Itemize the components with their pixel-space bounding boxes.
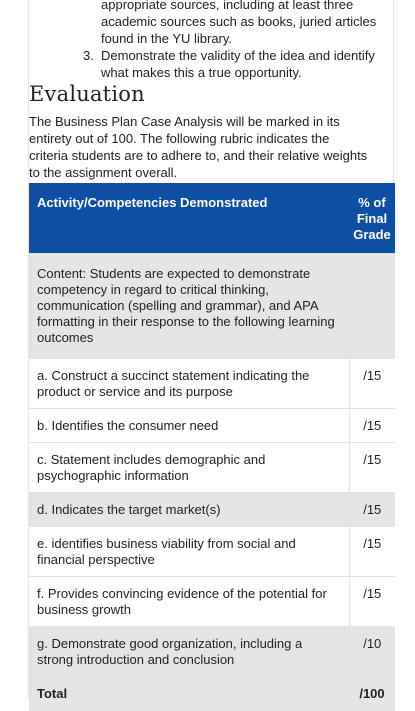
list-line: found in the YU library. <box>101 30 381 47</box>
list-line: appropriate sources, including at least three <box>101 0 381 13</box>
header-activity: Activity/Competencies Demonstrated <box>29 183 349 254</box>
table-header-row <box>29 183 395 254</box>
criterion-mark: /15 <box>349 359 395 409</box>
table-row <box>29 577 395 627</box>
total-label: Total <box>29 677 349 711</box>
header-pct: % of Final Grade <box>349 183 395 254</box>
table-row <box>29 254 395 359</box>
list-number: 3. <box>83 47 94 64</box>
total-mark: /100 <box>349 677 395 711</box>
criterion-text: f. Provides convincing evidence of the potential for business growth <box>29 577 349 627</box>
criterion-text: e. identifies business viability from social and financial perspective <box>29 527 349 577</box>
criterion-text: b. Identifies the consumer need <box>29 409 349 443</box>
list-item <box>29 47 395 81</box>
criterion-text: a. Construct a succinct statement indicating the product or service and its purpose <box>29 359 349 409</box>
table-row <box>29 409 395 443</box>
list-line: Demonstrate the validity of the idea and identify <box>101 47 381 64</box>
table-row <box>29 443 395 493</box>
criterion-text: c. Statement includes demographic and psychographic information <box>29 443 349 493</box>
total-row <box>29 677 395 711</box>
table-row <box>29 493 395 527</box>
list-item <box>29 0 395 47</box>
criterion-mark: /15 <box>349 409 395 443</box>
content-mark <box>349 254 395 359</box>
section-intro: The Business Plan Case Analysis will be marked in its entirety out of 100. The following rubric indicates the criteria students are to adhere to, and their relative weights to the assignment overall. <box>29 113 369 181</box>
criterion-text: g. Demonstrate good organization, including a strong introduction and conclusion <box>29 627 349 677</box>
criterion-mark: /15 <box>349 493 395 527</box>
criterion-mark: /15 <box>349 527 395 577</box>
table-row <box>29 627 395 677</box>
section-heading: Evaluation <box>29 82 145 106</box>
table-row <box>29 527 395 577</box>
criterion-mark: /10 <box>349 627 395 677</box>
table-row <box>29 359 395 409</box>
requirements-list <box>29 0 395 81</box>
criterion-text: d. Indicates the target market(s) <box>29 493 349 527</box>
criterion-mark: /15 <box>349 577 395 627</box>
criterion-mark: /15 <box>349 443 395 493</box>
list-line: academic sources such as books, juried articles <box>101 13 381 30</box>
content-description: Content: Students are expected to demonstrate competency in regard to critical thinking, communication (spelling and grammar), and APA formatting in their response to the following learning outcomes <box>29 254 349 359</box>
list-line: what makes this a true opportunity. <box>101 64 381 81</box>
rubric-table <box>29 183 395 711</box>
document-page <box>28 0 394 700</box>
